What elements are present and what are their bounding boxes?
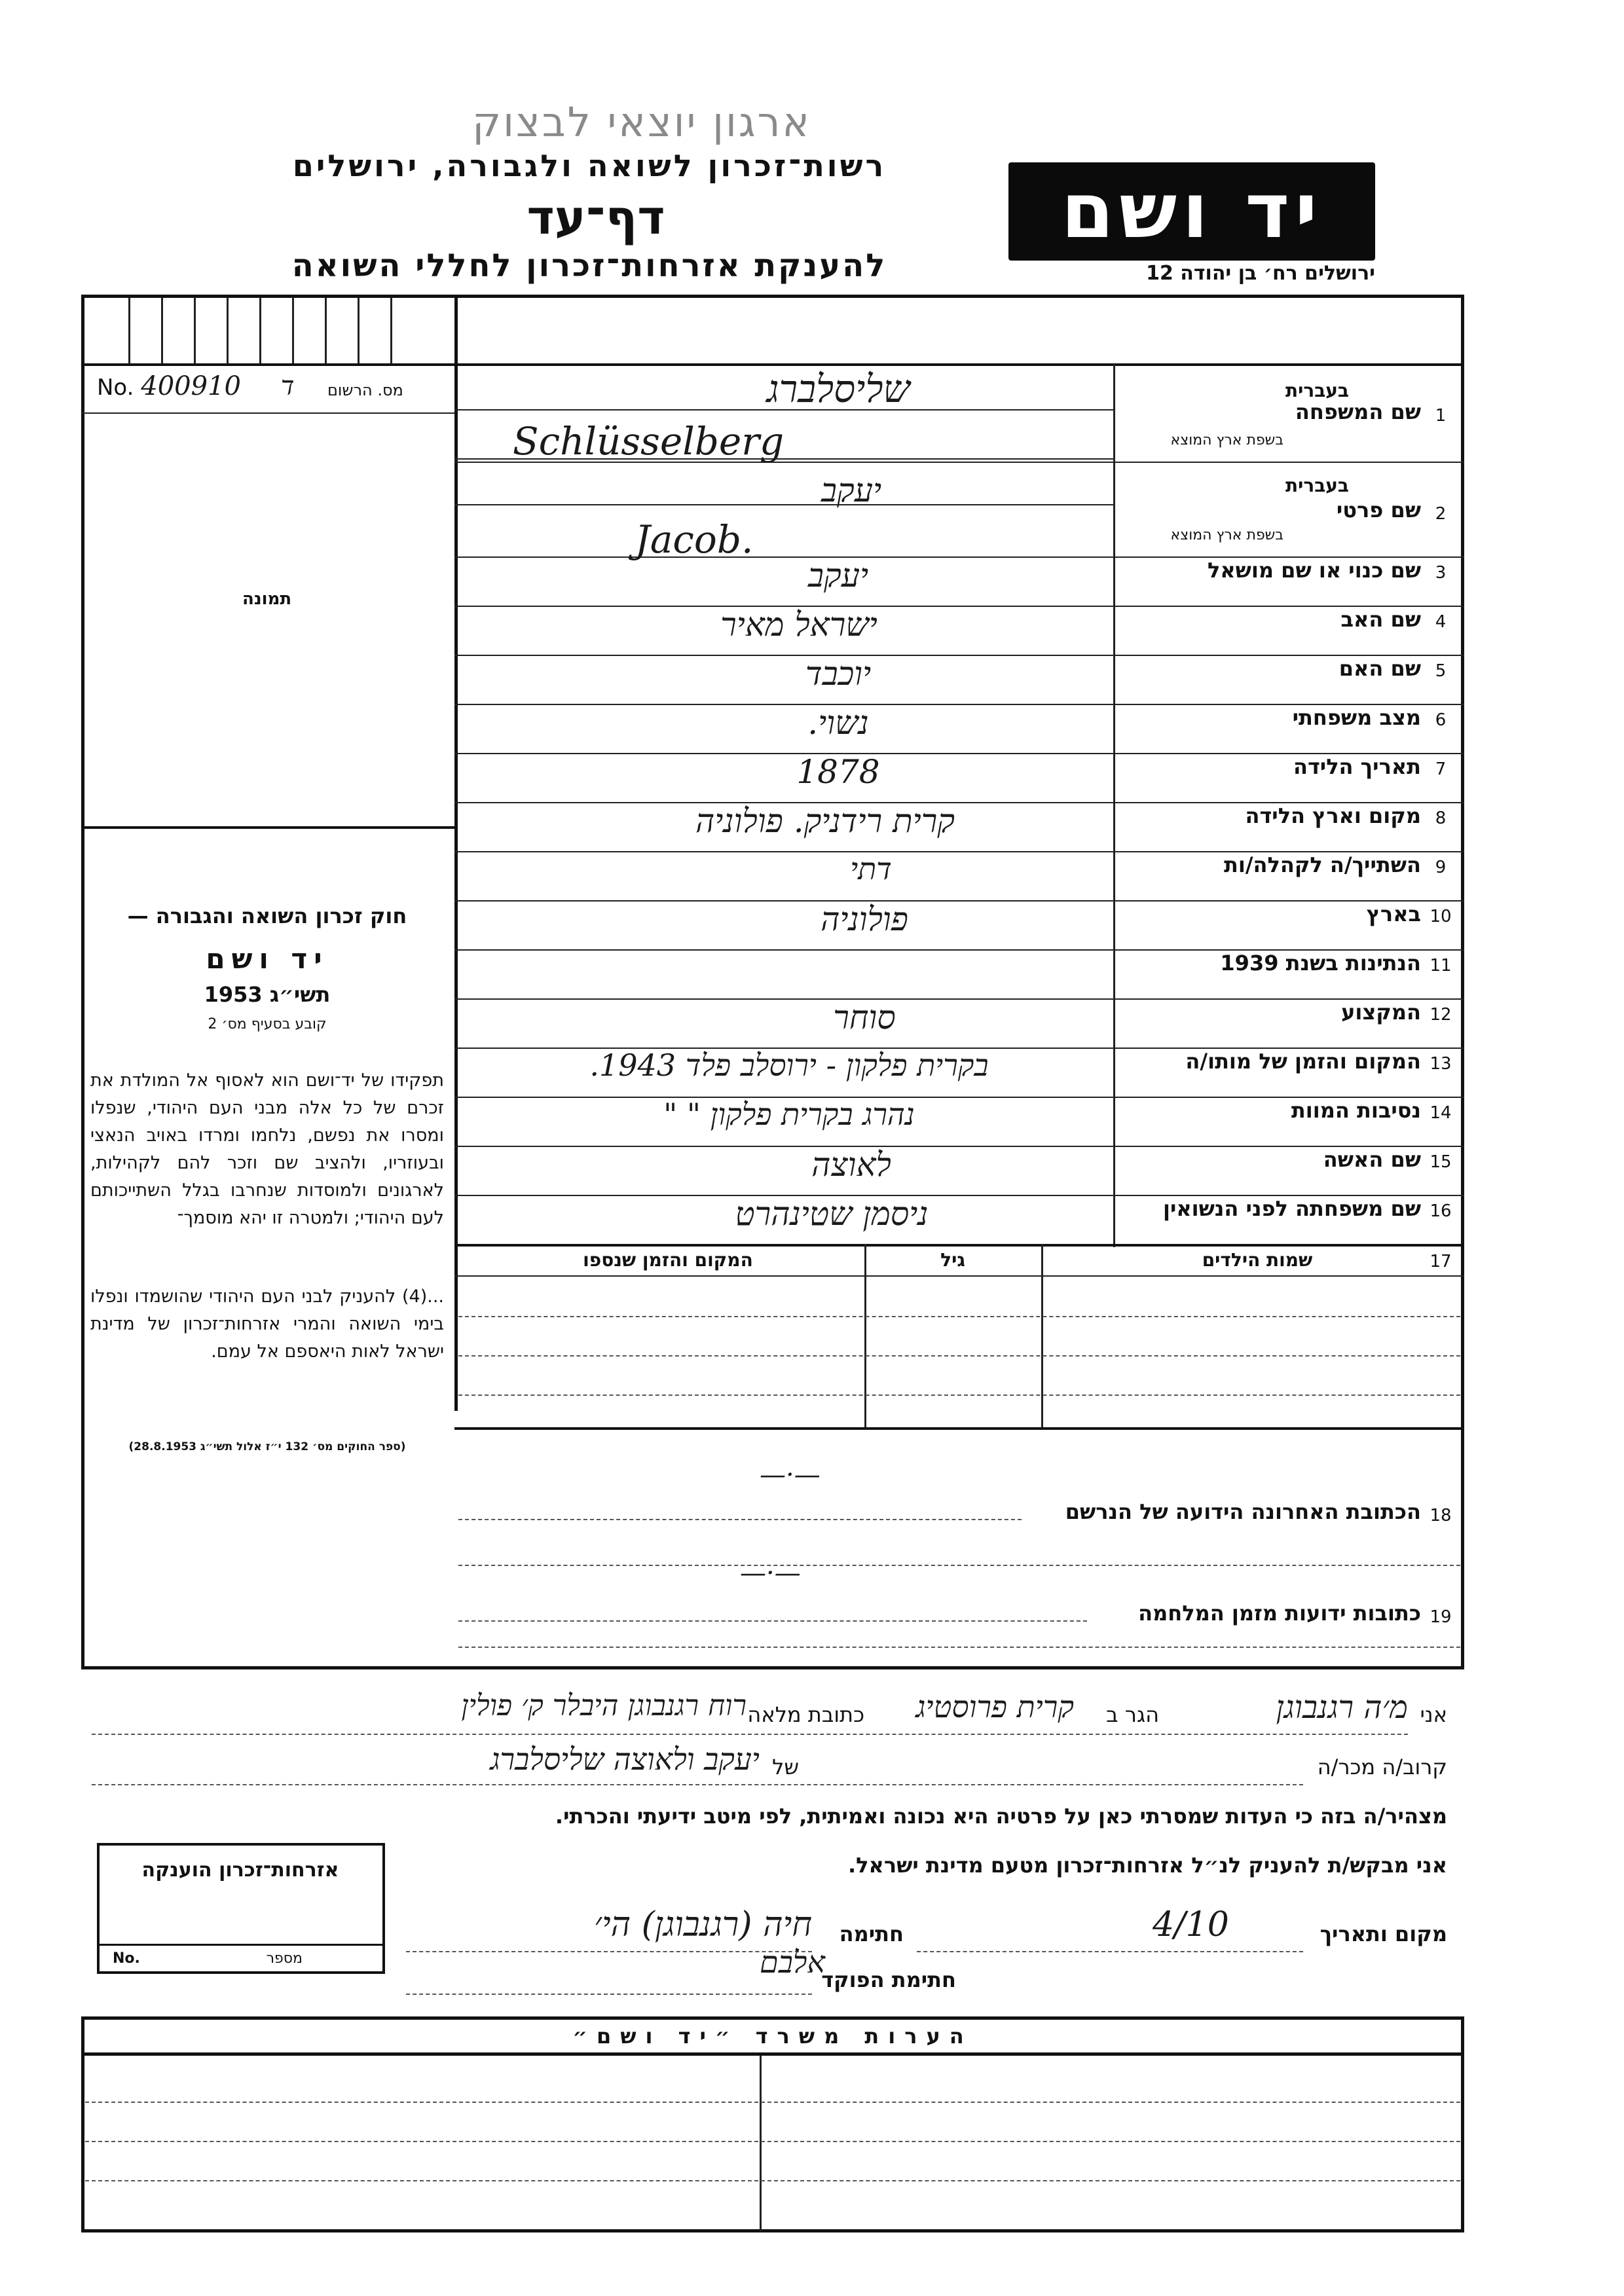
field-2-label: שם פרטי xyxy=(1336,498,1421,522)
field-4-value: ישראל מאיר xyxy=(720,606,877,644)
strip-cell-divider xyxy=(194,298,196,363)
signature-value: חיה (רגנבוגן) הי׳ xyxy=(593,1905,812,1944)
field-2-sub-hebrew: בעברית xyxy=(1285,475,1349,496)
handwritten-dash: —·— xyxy=(740,1558,801,1588)
field-13-label: המקום והזמן של מותו/ה xyxy=(1185,1049,1421,1074)
registration-number: No. 400910 ד xyxy=(97,371,295,401)
strip-cell-divider xyxy=(390,298,392,363)
field-14-label: נסיבות המוות xyxy=(1291,1098,1421,1123)
field-2-value-latin: Jacob. xyxy=(635,517,754,562)
field-15-value: לאוצה xyxy=(811,1146,891,1184)
declaration-name-value: מ׳ה רגנבוגן xyxy=(1276,1689,1408,1726)
field-13-number: 13 xyxy=(1430,1054,1452,1074)
law-year: תשי״ג 1953 xyxy=(204,982,331,1007)
officer-signature-label: חתימת הפוקד xyxy=(821,1967,956,1992)
children-col-age: גיל xyxy=(940,1249,965,1271)
field-3-number: 3 xyxy=(1435,563,1447,583)
law-body-clause: ...(4) להעניק לבני העם היהודי שהושמדו ונפלו בימי השואה והמרי אזרחות־זכרון של מדינת ישראל לאות היאספם אל עמם. xyxy=(90,1286,444,1362)
field-10-number: 10 xyxy=(1430,907,1452,926)
declaration-of-label: של xyxy=(772,1755,799,1779)
children-row-line xyxy=(458,1355,1460,1357)
children-col-divider xyxy=(864,1244,866,1427)
field-16-label: שם משפחתה לפני הנשואין xyxy=(1162,1196,1421,1221)
header-stamp: ארגון יוצאי לבצוק xyxy=(472,98,811,146)
law-section: קובע בסעיף מס׳ 2 xyxy=(208,1016,327,1032)
field-2-value-hebrew: יעקב xyxy=(821,471,882,509)
field-13-value: בקרית פלקון - ירוסלב פלד 1943. xyxy=(589,1048,989,1083)
strip-cell-divider xyxy=(161,298,163,363)
field-18-line xyxy=(458,1519,1022,1520)
form-subtitle: להענקת אזרחות־זכרון לחללי השואה xyxy=(291,247,887,284)
field-18-number: 18 xyxy=(1430,1506,1452,1525)
field-1-sub-hebrew: בעברית xyxy=(1285,380,1349,401)
field-16-value: ניסמן שטינהרט xyxy=(735,1195,929,1233)
strip-cell-divider xyxy=(259,298,261,363)
handwritten-dash: —·— xyxy=(760,1460,821,1490)
strip-cell-divider xyxy=(227,298,229,363)
field-3-label: שם כנוי או שם מושאל xyxy=(1207,558,1421,583)
field-8-value: קרית רידניק. פולוניה xyxy=(695,802,955,840)
field-row-divider xyxy=(454,1244,1464,1247)
field-15-number: 15 xyxy=(1430,1152,1452,1172)
children-col-names: שמות הילדים xyxy=(1202,1249,1313,1271)
citizenship-box xyxy=(97,1843,385,1974)
citizenship-box-divider xyxy=(100,1944,382,1946)
field-10-value: פולוניה xyxy=(821,900,908,938)
children-header-line xyxy=(454,1275,1464,1277)
comments-title: הערות משרד ״יד ושם״ xyxy=(81,2016,1464,2056)
field-16-number: 16 xyxy=(1430,1201,1452,1221)
field-10-label: בארץ xyxy=(1366,902,1421,926)
field-14-value: נהרג בקרית פלקון " " xyxy=(663,1097,915,1132)
law-body: תפקידו של יד־ושם הוא לאסוף אל המולדת את זכרם של כל אלה מבני העם היהודי, שנפלו ומסרו את נפשם, נלחמו ומרדו באויב הנאצי ובעוזריו, ולהציב שם וזכר להם לקהילות, לארגונים ולמוסדות שנחרבו בגלל השתייכותם לעם היהודי; ולמטרה זו יהא מוסמך־ xyxy=(90,1070,444,1228)
field-12-number: 12 xyxy=(1430,1005,1452,1025)
comments-line xyxy=(85,2102,1460,2103)
strip-cell-divider xyxy=(358,298,360,363)
logo-address: ירושלים רח׳ בן יהודה 12 xyxy=(1146,262,1375,285)
field-5-value: יוכבד xyxy=(805,655,872,693)
place-date-label: מקום ותאריך xyxy=(1320,1922,1447,1946)
field-14-number: 14 xyxy=(1430,1103,1452,1123)
field-19-number: 19 xyxy=(1430,1607,1452,1627)
registration-label: מס. הרשום xyxy=(327,381,403,399)
place-date-value: 4/10 xyxy=(1153,1905,1229,1944)
declaration-line xyxy=(92,1734,1408,1735)
field-6-value: נשוי. xyxy=(807,704,869,742)
field-3-value: יעקב xyxy=(807,556,869,594)
declaration-request: אני מבקש/ת להעניק לנ״ל אזרחות־זכרון מטעם מדינת ישראל. xyxy=(848,1853,1447,1878)
field-19-label: כתובות ידועות מזמן המלחמה xyxy=(1138,1601,1421,1626)
field-5-label: שם האם xyxy=(1338,656,1421,681)
field-15-label: שם האשה xyxy=(1323,1147,1421,1172)
officer-signature-line xyxy=(406,1994,812,1995)
comments-col-divider xyxy=(760,2056,762,2231)
field-7-number: 7 xyxy=(1435,759,1447,779)
field-8-number: 8 xyxy=(1435,809,1447,828)
children-col-place: המקום והזמן שנספו xyxy=(583,1249,753,1271)
comments-line xyxy=(85,2180,1460,2181)
field-1-number: 1 xyxy=(1435,406,1447,426)
field-19-line xyxy=(458,1647,1460,1648)
field-17-number: 17 xyxy=(1430,1252,1452,1271)
citizenship-box-no: No. xyxy=(113,1950,140,1967)
children-row-line xyxy=(458,1316,1460,1317)
children-table-bottom xyxy=(454,1427,1464,1430)
registration-divider xyxy=(81,412,454,414)
field-6-label: מצב משפחתי xyxy=(1292,705,1421,730)
citizenship-box-number-label: מספר xyxy=(266,1950,303,1967)
law-name: יד ושם xyxy=(206,943,329,975)
field-1-value-hebrew: שליסלברג xyxy=(766,367,910,411)
field-18-line xyxy=(458,1565,1460,1566)
comments-box xyxy=(81,2056,1464,2232)
law-title: חוק זכרון השואה והגבורה — xyxy=(127,903,407,928)
field-12-label: המקצוע xyxy=(1341,1000,1421,1025)
declaration-line xyxy=(92,1784,1303,1785)
field-7-value: 1878 xyxy=(796,753,880,791)
declaration-resides-value: קרית פרוסטיג xyxy=(915,1689,1074,1724)
field-8-label: מקום וארץ הלידה xyxy=(1245,803,1421,828)
declaration-relative-label: קרוב/ה מכר/ה xyxy=(1317,1755,1447,1779)
field-18-label: הכתובת האחרונה הידועה של הנרשם xyxy=(1065,1499,1421,1524)
field-1-label: שם המשפחה xyxy=(1295,399,1421,424)
field-12-value: סוחר xyxy=(833,998,896,1036)
law-reference: (ספר החוקים מס׳ 132 י״ז אלול תשי״ג 28.8.1953) xyxy=(128,1440,406,1453)
field-5-number: 5 xyxy=(1435,661,1447,681)
field-2-number: 2 xyxy=(1435,504,1447,524)
photo-box-bottom xyxy=(81,826,454,829)
field-9-label: השתייך/ה לקהלה/ות xyxy=(1223,852,1421,877)
field-4-number: 4 xyxy=(1435,612,1447,632)
form-title: דף־עד xyxy=(526,190,665,245)
field-11-number: 11 xyxy=(1430,956,1452,975)
field-11-label: הנתינות בשנת 1939 xyxy=(1220,951,1421,975)
children-col-divider xyxy=(1041,1244,1043,1427)
declaration-ani-label: אני xyxy=(1420,1702,1447,1727)
field-9-value: דתי xyxy=(850,851,892,886)
top-strip-divider xyxy=(81,363,1464,366)
field-1-sub-origin: בשפת ארץ המוצא xyxy=(1170,432,1283,448)
place-date-line xyxy=(917,1951,1303,1952)
children-row-line xyxy=(458,1394,1460,1396)
organization-name: רשות־זכרון לשואה ולגבורה, ירושלים xyxy=(292,148,887,183)
declaration-statement: מצהיר/ה בזה כי העדות שמסרתי כאן על פרטיה היא נכונה ואמיתית, לפי מיטב ידיעתי והכרתי. xyxy=(555,1804,1447,1829)
field-2-sub-origin: בשפת ארץ המוצא xyxy=(1170,527,1283,543)
signature-label: חתימה xyxy=(839,1922,904,1946)
field-4-label: שם האב xyxy=(1340,607,1421,632)
strip-cell-divider xyxy=(128,298,130,363)
field-9-number: 9 xyxy=(1435,858,1447,877)
declaration-resides-label: הגר ב xyxy=(1106,1702,1159,1727)
citizenship-box-title: אזרחות־זכרון הוענקה xyxy=(141,1859,339,1882)
field-7-label: תאריך הלידה xyxy=(1293,754,1421,779)
yad-vashem-logo: יד ושם xyxy=(1008,162,1375,261)
strip-cell-divider xyxy=(292,298,294,363)
field-6-number: 6 xyxy=(1435,710,1447,730)
photo-label: תמונה xyxy=(242,589,292,609)
declaration-address-value: רוח רגנבוגן היבלר ק׳ פולין xyxy=(461,1689,747,1722)
field-1-value-latin: Schlüsselberg xyxy=(512,419,784,464)
declaration-address-label: כתובת מלאה xyxy=(747,1702,864,1727)
field-19-line xyxy=(458,1620,1087,1622)
comments-line xyxy=(85,2141,1460,2142)
declaration-relative-value: יעקב ולאוצה שליסלברג xyxy=(490,1741,760,1777)
strip-cell-divider xyxy=(325,298,327,363)
officer-signature-value: אלבם xyxy=(760,1944,825,1980)
